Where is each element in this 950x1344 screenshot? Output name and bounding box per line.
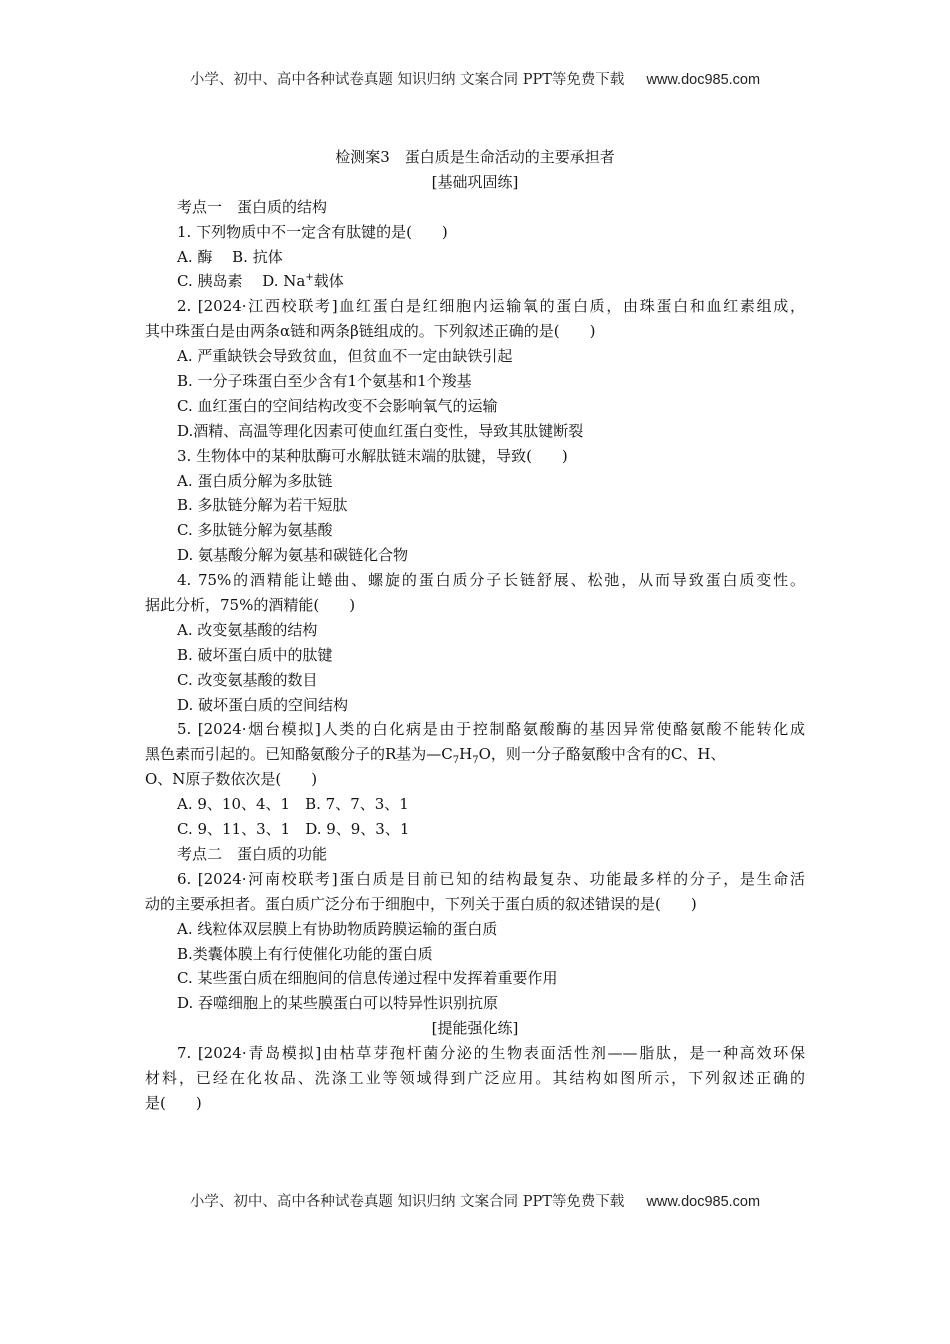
q2-option-b: B. 一分子珠蛋白至少含有1个氨基和1个羧基 [177, 372, 472, 391]
header-url[interactable]: www.doc985.com [646, 72, 761, 88]
topic-1: 考点一 蛋白质的结构 [177, 197, 328, 216]
q3-stem: 3. 生物体中的某种肽酶可水解肽链末端的肽键，导致( ) [177, 446, 568, 465]
page-header [0, 68, 950, 89]
q1-options-cd [145, 269, 805, 294]
q6-line-2: 动的主要承担者。蛋白质广泛分布于细胞中，下列关于蛋白质的叙述错误的是( ) [145, 894, 697, 913]
q7-line-2: 材料，已经在化妆品、洗涤工业等领域得到广泛应用。其结构如图所示，下列叙述正确的 [145, 1068, 805, 1087]
q4-option-d: D. 破坏蛋白质的空间结构 [177, 695, 349, 714]
section-basic: [基础巩固练] [431, 172, 519, 191]
q1-stem: 1. 下列物质中不一定含有肽键的是( ) [177, 222, 448, 241]
q3-option-b: B. 多肽链分解为若干短肽 [177, 496, 348, 515]
q5-sub-1: 7 [452, 755, 460, 767]
q2-option-a: A. 严重缺铁会导致贫血，但贫血不一定由缺铁引起 [177, 347, 513, 366]
page-title: 检测案3 蛋白质是生命活动的主要承担者 [335, 148, 615, 166]
q1-c-text: C. 胰岛素 D. Na [177, 272, 306, 291]
q3-option-c: C. 多肽链分解为氨基酸 [177, 521, 333, 540]
page-footer [0, 1190, 950, 1211]
q5-l2-part-a: 黑色素而引起的。已知酪氨酸分子的R基为—C [145, 745, 453, 764]
q5-options-cd: C. 9、11、3、1 D. 9、9、3、1 [177, 820, 410, 839]
q3-option-d: D. 氨基酸分解为氨基和碳链化合物 [177, 546, 409, 565]
q7-line-3: 是( ) [145, 1093, 202, 1112]
q5-line-3: O、N原子数依次是( ) [145, 770, 318, 789]
section-advanced: [提能强化练] [431, 1019, 519, 1038]
q1-options-ab: A. 酶 B. 抗体 [177, 247, 283, 266]
q5-options-ab: A. 9、10、4、1 B. 7、7、3、1 [177, 795, 409, 814]
topic-2: 考点二 蛋白质的功能 [177, 844, 328, 863]
q6-option-c: C. 某些蛋白质在细胞间的信息传递过程中发挥着重要作用 [177, 969, 558, 988]
q6-option-d: D. 吞噬细胞上的某些膜蛋白可以特异性识别抗原 [177, 994, 499, 1013]
q4-line-1: 4. 75%的酒精能让蜷曲、螺旋的蛋白质分子长链舒展、松弛，从而导致蛋白质变性。 [177, 571, 805, 590]
q6-line-1: 6. [2024·河南校联考]蛋白质是目前已知的结构最复杂、功能最多样的分子，是生命活 [177, 869, 805, 888]
q2-option-d: D.酒精、高温等理化因素可使血红蛋白变性，导致其肽键断裂 [177, 421, 584, 440]
q5-line-1: 5. [2024·烟台模拟]人类的白化病是由于控制酪氨酸酶的基因异常使酪氨酸不能转化成 [177, 720, 805, 739]
q7-line-1: 7. [2024·青岛模拟]由枯草芽孢杆菌分泌的生物表面活性剂——脂肽，是一种高效环保 [177, 1044, 805, 1063]
q5-l2-part-b: H [459, 745, 473, 764]
footer-text: 小学、初中、高中各种试卷真题 知识归纳 文案合同 PPT等免费下载 [189, 1194, 625, 1210]
q6-option-b: B.类囊体膜上有行使催化功能的蛋白质 [177, 944, 433, 963]
q5-line-2 [145, 742, 805, 767]
footer-url[interactable]: www.doc985.com [646, 1194, 761, 1210]
q1-c-tail: 载体 [313, 272, 344, 291]
q5-l2-part-c: O，则一分子酪氨酸中含有的C、H、 [478, 745, 726, 764]
q4-option-a: A. 改变氨基酸的结构 [177, 620, 318, 639]
q2-option-c: C. 血红蛋白的空间结构改变不会影响氧气的运输 [177, 396, 498, 415]
q4-line-2: 据此分析，75%的酒精能( ) [145, 596, 356, 615]
q3-option-a: A. 蛋白质分解为多肽链 [177, 471, 333, 490]
q4-option-c: C. 改变氨基酸的数目 [177, 670, 318, 689]
q2-line-1: 2. [2024·江西校联考]血红蛋白是红细胞内运输氧的蛋白质，由珠蛋白和血红素组成， [177, 297, 805, 316]
q6-option-a: A. 线粒体双层膜上有协助物质跨膜运输的蛋白质 [177, 919, 498, 938]
q4-option-b: B. 破坏蛋白质中的肽键 [177, 645, 333, 664]
q5-sub-2: 7 [472, 755, 479, 767]
q2-line-2: 其中珠蛋白是由两条α链和两条β链组成的。下列叙述正确的是( ) [145, 322, 596, 341]
q1-c-sup: + [305, 272, 314, 284]
document-body [145, 145, 805, 1116]
header-text: 小学、初中、高中各种试卷真题 知识归纳 文案合同 PPT等免费下载 [189, 72, 625, 88]
